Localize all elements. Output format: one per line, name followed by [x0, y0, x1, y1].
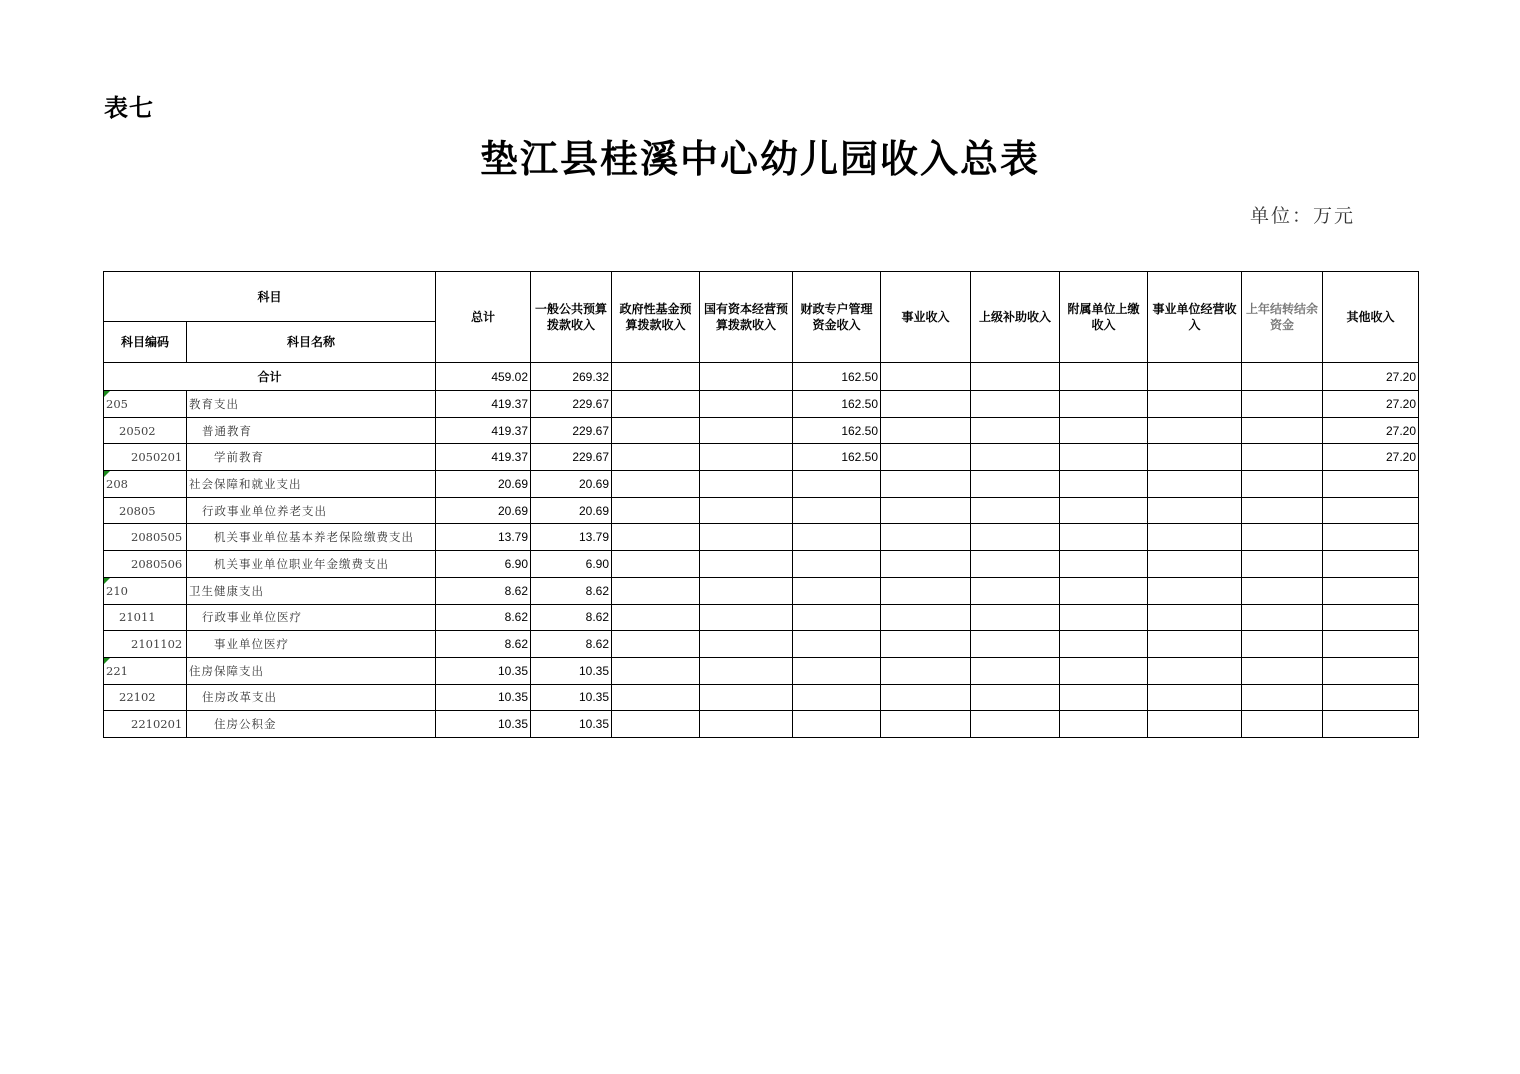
cell-code — [104, 444, 187, 471]
cell-code — [104, 471, 187, 498]
cell-state-capital — [700, 417, 793, 444]
cell-other — [1323, 497, 1419, 524]
cell-special-fund — [793, 631, 881, 658]
unit-label: 单位：万元 — [1250, 205, 1356, 227]
cell-business — [881, 631, 971, 658]
cell-state-capital — [700, 551, 793, 578]
cell-total: 20.69 — [436, 497, 531, 524]
header-state-capital: 国有资本经营预算拨款收入 — [700, 272, 793, 363]
cell-state-capital — [700, 524, 793, 551]
cell-other — [1323, 471, 1419, 498]
cell-code — [104, 417, 187, 444]
cell-special-fund — [793, 524, 881, 551]
table-row — [104, 657, 1419, 684]
cell-total: 10.35 — [436, 711, 531, 738]
cell-affiliated — [1060, 363, 1148, 391]
cell-operating — [1148, 471, 1242, 498]
cell-affiliated — [1060, 604, 1148, 631]
cell-code — [104, 524, 187, 551]
cell-other: 27.20 — [1323, 444, 1419, 471]
cell-other: 27.20 — [1323, 363, 1419, 391]
cell-business — [881, 471, 971, 498]
table-row — [104, 524, 1419, 551]
cell-superior-subsidy — [971, 363, 1060, 391]
cell-superior-subsidy — [971, 444, 1060, 471]
cell-operating — [1148, 524, 1242, 551]
cell-total: 10.35 — [436, 684, 531, 711]
cell-state-capital — [700, 391, 793, 418]
cell-superior-subsidy — [971, 551, 1060, 578]
code-text: 2210201 — [131, 717, 183, 732]
code-text: 208 — [106, 476, 128, 491]
cell-business — [881, 711, 971, 738]
cell-state-capital — [700, 657, 793, 684]
cell-name: 社会保障和就业支出 — [187, 471, 436, 498]
cell-state-capital — [700, 363, 793, 391]
cell-business — [881, 417, 971, 444]
cell-name: 行政事业单位医疗 — [187, 604, 436, 631]
header-special-fund: 财政专户管理资金收入 — [793, 272, 881, 363]
cell-operating — [1148, 444, 1242, 471]
cell-other: 27.20 — [1323, 417, 1419, 444]
cell-code — [104, 684, 187, 711]
cell-name: 行政事业单位养老支出 — [187, 497, 436, 524]
cell-code — [104, 551, 187, 578]
cell-special-fund — [793, 551, 881, 578]
cell-code — [104, 657, 187, 684]
cell-general-budget: 20.69 — [531, 471, 612, 498]
cell-other — [1323, 604, 1419, 631]
cell-general-budget: 229.67 — [531, 391, 612, 418]
cell-code — [104, 711, 187, 738]
cell-other — [1323, 711, 1419, 738]
header-name: 科目名称 — [187, 322, 436, 363]
cell-other — [1323, 577, 1419, 604]
cell-total: 13.79 — [436, 524, 531, 551]
cell-gov-fund — [612, 631, 700, 658]
cell-carryover — [1242, 471, 1323, 498]
cell-special-fund: 162.50 — [793, 363, 881, 391]
cell-total: 10.35 — [436, 657, 531, 684]
cell-special-fund: 162.50 — [793, 391, 881, 418]
cell-name: 住房公积金 — [187, 711, 436, 738]
code-text: 20502 — [119, 423, 156, 438]
cell-carryover — [1242, 417, 1323, 444]
cell-code — [104, 631, 187, 658]
cell-total: 419.37 — [436, 417, 531, 444]
code-text: 2080505 — [131, 530, 183, 545]
cell-superior-subsidy — [971, 604, 1060, 631]
header-gov-fund: 政府性基金预算拨款收入 — [612, 272, 700, 363]
cell-special-fund: 162.50 — [793, 417, 881, 444]
cell-carryover — [1242, 684, 1323, 711]
cell-affiliated — [1060, 631, 1148, 658]
header-total: 总计 — [436, 272, 531, 363]
cell-operating — [1148, 684, 1242, 711]
cell-state-capital — [700, 497, 793, 524]
cell-carryover — [1242, 551, 1323, 578]
cell-affiliated — [1060, 391, 1148, 418]
cell-superior-subsidy — [971, 417, 1060, 444]
header-other: 其他收入 — [1323, 272, 1419, 363]
cell-carryover — [1242, 711, 1323, 738]
cell-general-budget: 229.67 — [531, 444, 612, 471]
cell-name: 住房保障支出 — [187, 657, 436, 684]
cell-operating — [1148, 417, 1242, 444]
table-row — [104, 577, 1419, 604]
table-row — [104, 711, 1419, 738]
cell-name: 机关事业单位基本养老保险缴费支出 — [187, 524, 436, 551]
cell-code — [104, 577, 187, 604]
code-text: 21011 — [119, 610, 156, 625]
cell-total: 20.69 — [436, 471, 531, 498]
table-row — [104, 391, 1419, 418]
cell-gov-fund — [612, 551, 700, 578]
cell-total: 459.02 — [436, 363, 531, 391]
cell-gov-fund — [612, 363, 700, 391]
cell-affiliated — [1060, 551, 1148, 578]
cell-carryover — [1242, 524, 1323, 551]
cell-general-budget: 8.62 — [531, 577, 612, 604]
cell-name: 机关事业单位职业年金缴费支出 — [187, 551, 436, 578]
cell-gov-fund — [612, 391, 700, 418]
header-subject: 科目 — [104, 272, 436, 322]
code-text: 2080506 — [131, 556, 183, 571]
cell-affiliated — [1060, 684, 1148, 711]
header-carryover: 上年结转结余资金 — [1242, 272, 1323, 363]
cell-operating — [1148, 711, 1242, 738]
cell-business — [881, 497, 971, 524]
cell-general-budget: 10.35 — [531, 657, 612, 684]
cell-special-fund — [793, 711, 881, 738]
cell-other — [1323, 524, 1419, 551]
cell-marker-icon — [104, 658, 110, 664]
cell-superior-subsidy — [971, 657, 1060, 684]
cell-superior-subsidy — [971, 497, 1060, 524]
cell-gov-fund — [612, 684, 700, 711]
header-general-budget: 一般公共预算拨款收入 — [531, 272, 612, 363]
cell-affiliated — [1060, 577, 1148, 604]
page-title: 垫江县桂溪中心幼儿园收入总表 — [479, 136, 1040, 181]
cell-general-budget: 13.79 — [531, 524, 612, 551]
cell-business — [881, 363, 971, 391]
cell-special-fund: 162.50 — [793, 444, 881, 471]
cell-other — [1323, 631, 1419, 658]
cell-name: 卫生健康支出 — [187, 577, 436, 604]
cell-marker-icon — [104, 578, 110, 584]
cell-general-budget: 8.62 — [531, 604, 612, 631]
cell-operating — [1148, 497, 1242, 524]
cell-special-fund — [793, 604, 881, 631]
cell-business — [881, 657, 971, 684]
total-label: 合计 — [104, 363, 436, 391]
cell-state-capital — [700, 711, 793, 738]
cell-carryover — [1242, 577, 1323, 604]
code-text: 221 — [106, 663, 128, 678]
cell-other — [1323, 657, 1419, 684]
cell-carryover — [1242, 497, 1323, 524]
cell-affiliated — [1060, 657, 1148, 684]
cell-carryover — [1242, 444, 1323, 471]
cell-carryover — [1242, 631, 1323, 658]
cell-superior-subsidy — [971, 524, 1060, 551]
cell-affiliated — [1060, 417, 1148, 444]
cell-business — [881, 604, 971, 631]
cell-carryover — [1242, 604, 1323, 631]
cell-business — [881, 444, 971, 471]
cell-general-budget: 269.32 — [531, 363, 612, 391]
cell-superior-subsidy — [971, 711, 1060, 738]
cell-operating — [1148, 657, 1242, 684]
table-row — [104, 551, 1419, 578]
cell-special-fund — [793, 471, 881, 498]
cell-superior-subsidy — [971, 391, 1060, 418]
cell-gov-fund — [612, 444, 700, 471]
cell-gov-fund — [612, 417, 700, 444]
cell-affiliated — [1060, 471, 1148, 498]
cell-total: 6.90 — [436, 551, 531, 578]
cell-general-budget: 10.35 — [531, 684, 612, 711]
cell-gov-fund — [612, 711, 700, 738]
table-row — [104, 417, 1419, 444]
cell-total: 8.62 — [436, 604, 531, 631]
code-text: 205 — [106, 396, 128, 411]
cell-total: 8.62 — [436, 577, 531, 604]
table-row — [104, 471, 1419, 498]
cell-superior-subsidy — [971, 471, 1060, 498]
cell-state-capital — [700, 684, 793, 711]
cell-general-budget: 10.35 — [531, 711, 612, 738]
cell-state-capital — [700, 471, 793, 498]
cell-total: 8.62 — [436, 631, 531, 658]
cell-operating — [1148, 577, 1242, 604]
cell-name: 住房改革支出 — [187, 684, 436, 711]
cell-business — [881, 577, 971, 604]
cell-marker-icon — [104, 391, 110, 397]
cell-marker-icon — [104, 471, 110, 477]
table-row — [104, 604, 1419, 631]
cell-affiliated — [1060, 444, 1148, 471]
cell-gov-fund — [612, 577, 700, 604]
cell-business — [881, 524, 971, 551]
header-business: 事业收入 — [881, 272, 971, 363]
table-number: 表七 — [104, 94, 154, 122]
table-row — [104, 444, 1419, 471]
table-row — [104, 631, 1419, 658]
cell-special-fund — [793, 657, 881, 684]
cell-special-fund — [793, 684, 881, 711]
cell-operating — [1148, 551, 1242, 578]
cell-affiliated — [1060, 497, 1148, 524]
cell-general-budget: 8.62 — [531, 631, 612, 658]
cell-name: 教育支出 — [187, 391, 436, 418]
code-text: 2101102 — [131, 637, 183, 652]
table-row — [104, 497, 1419, 524]
cell-affiliated — [1060, 524, 1148, 551]
cell-carryover — [1242, 391, 1323, 418]
cell-operating — [1148, 391, 1242, 418]
code-text: 210 — [106, 583, 128, 598]
cell-gov-fund — [612, 657, 700, 684]
cell-operating — [1148, 363, 1242, 391]
cell-code — [104, 604, 187, 631]
cell-other — [1323, 684, 1419, 711]
cell-superior-subsidy — [971, 631, 1060, 658]
cell-business — [881, 551, 971, 578]
code-text: 20805 — [119, 503, 156, 518]
header-operating: 事业单位经营收入 — [1148, 272, 1242, 363]
cell-name: 事业单位医疗 — [187, 631, 436, 658]
cell-total: 419.37 — [436, 391, 531, 418]
header-affiliated: 附属单位上缴收入 — [1060, 272, 1148, 363]
cell-operating — [1148, 631, 1242, 658]
cell-business — [881, 684, 971, 711]
cell-general-budget: 6.90 — [531, 551, 612, 578]
header-superior-subsidy: 上级补助收入 — [971, 272, 1060, 363]
cell-code — [104, 497, 187, 524]
cell-gov-fund — [612, 524, 700, 551]
cell-state-capital — [700, 631, 793, 658]
cell-affiliated — [1060, 711, 1148, 738]
cell-gov-fund — [612, 497, 700, 524]
header-code: 科目编码 — [104, 322, 187, 363]
cell-name: 普通教育 — [187, 417, 436, 444]
cell-operating — [1148, 604, 1242, 631]
cell-business — [881, 391, 971, 418]
cell-state-capital — [700, 444, 793, 471]
cell-total: 419.37 — [436, 444, 531, 471]
cell-special-fund — [793, 497, 881, 524]
cell-general-budget: 20.69 — [531, 497, 612, 524]
cell-code — [104, 391, 187, 418]
cell-state-capital — [700, 577, 793, 604]
cell-special-fund — [793, 577, 881, 604]
cell-general-budget: 229.67 — [531, 417, 612, 444]
table-row — [104, 684, 1419, 711]
cell-state-capital — [700, 604, 793, 631]
cell-other: 27.20 — [1323, 391, 1419, 418]
code-text: 22102 — [119, 690, 156, 705]
cell-gov-fund — [612, 604, 700, 631]
income-summary-table — [103, 271, 1419, 738]
cell-name: 学前教育 — [187, 444, 436, 471]
cell-carryover — [1242, 363, 1323, 391]
code-text: 2050201 — [131, 450, 183, 465]
total-row — [104, 363, 1419, 391]
cell-gov-fund — [612, 471, 700, 498]
cell-carryover — [1242, 657, 1323, 684]
cell-superior-subsidy — [971, 684, 1060, 711]
cell-superior-subsidy — [971, 577, 1060, 604]
cell-other — [1323, 551, 1419, 578]
